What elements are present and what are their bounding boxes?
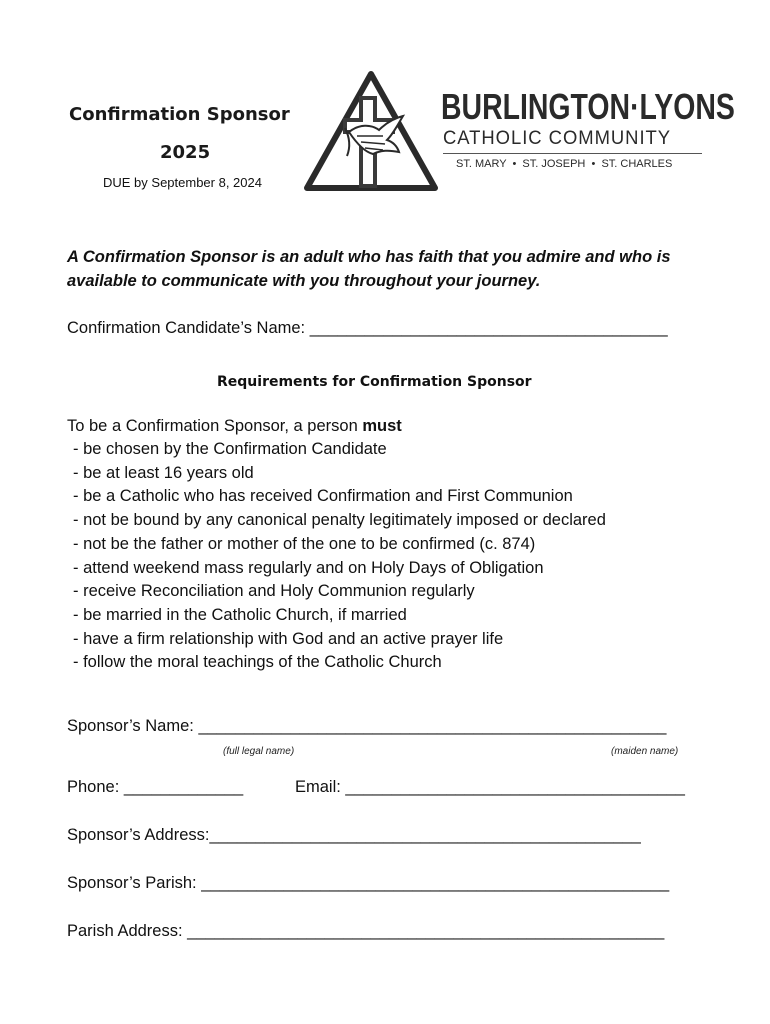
email-field[interactable]: Email: _____________________________________: [295, 778, 685, 796]
logo-name-line2: CATHOLIC COMMUNITY: [443, 128, 672, 149]
requirement-item: - be chosen by the Confirmation Candidate: [73, 440, 387, 458]
logo-divider: [443, 153, 702, 154]
requirement-item: - be at least 16 years old: [73, 463, 254, 482]
sponsor-parish-field[interactable]: Sponsor’s Parish: ___________________________________________________: [67, 874, 670, 892]
requirement-item: - be a Catholic who has received Confirmation and First Communion: [73, 487, 573, 506]
requirements-intro: [67, 414, 402, 438]
requirement-item: - receive Reconciliation and Holy Communion regularly: [73, 582, 475, 601]
requirements-emphasis: must: [362, 417, 402, 435]
requirements-heading: Requirements for Confirmation Sponsor: [217, 374, 532, 390]
requirement-item: - not be bound by any canonical penalty legitimately imposed or declared: [73, 511, 606, 530]
due-date: DUE by September 8, 2024: [103, 175, 262, 190]
phone-field[interactable]: Phone: _____________: [67, 778, 244, 796]
requirement-item: - be married in the Catholic Church, if married: [73, 605, 407, 624]
sponsor-address-field[interactable]: Sponsor’s Address:_______________________________________________: [67, 826, 641, 844]
candidate-name-field[interactable]: Confirmation Candidate’s Name: _______________________________________: [67, 319, 668, 337]
parish-address-field[interactable]: Parish Address: ____________________________________________________: [67, 922, 665, 940]
requirements-list: [67, 438, 606, 675]
logo-parishes: ST. MARY • ST. JOSEPH • ST. CHARLES: [456, 158, 673, 170]
requirement-item: - follow the moral teachings of the Catholic Church: [73, 653, 442, 672]
logo-name-line1: BURLINGTON·LYONS: [441, 86, 735, 127]
full-legal-name-label: (full legal name): [223, 746, 295, 757]
requirement-item: - not be the father or mother of the one to be confirmed (c. 874): [73, 534, 536, 553]
requirement-item: - have a firm relationship with God and an active prayer life: [73, 629, 504, 648]
requirement-item: - attend weekend mass regularly and on Holy Days of Obligation: [73, 558, 544, 577]
requirements-intro-text: To be a Confirmation Sponsor, a person: [67, 417, 363, 435]
intro-statement: A Confirmation Sponsor is an adult who has faith that you admire and who is available to communicate with you throughout your journey.: [67, 248, 671, 290]
cross-dove-triangle-icon: [303, 70, 439, 192]
form-year: 2025: [160, 142, 211, 163]
sponsor-name-field[interactable]: Sponsor’s Name: ___________________________________________________: [67, 717, 667, 735]
form-title: Confirmation Sponsor: [69, 104, 290, 125]
maiden-name-label: (maiden name): [611, 746, 679, 757]
